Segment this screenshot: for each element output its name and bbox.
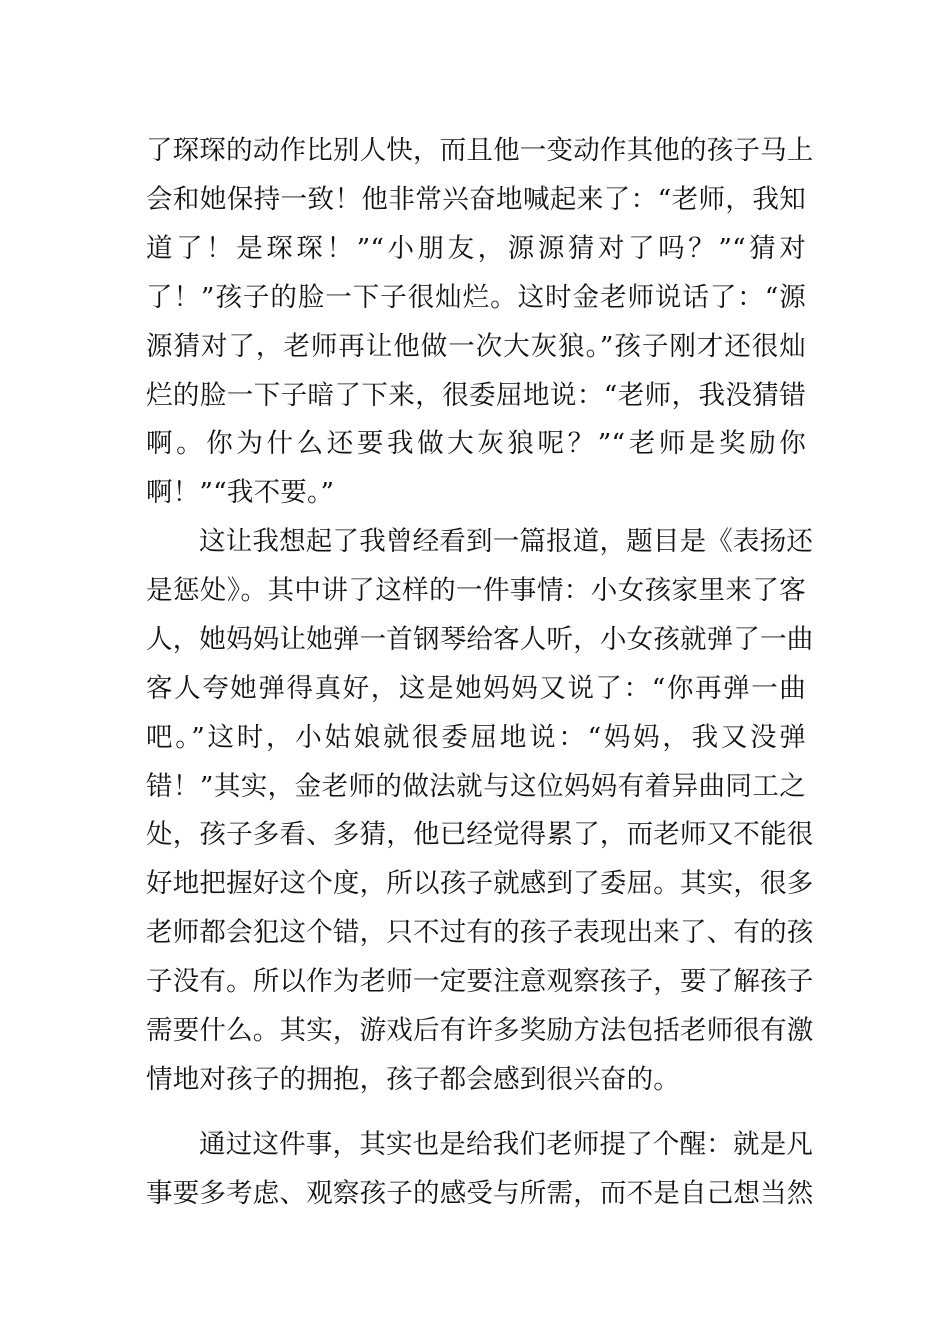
paragraph-line: 错！”其实，金老师的做法就与这位妈妈有着异曲同工之 [146, 770, 806, 802]
paragraph-line: 事要多考虑、观察孩子的感受与所需，而不是自己想当然 [146, 1177, 814, 1209]
paragraph-line: 是惩处》。其中讲了这样的一件事情：小女孩家里来了客 [146, 574, 806, 606]
paragraph-line: 情地对孩子的拥抱，孩子都会感到很兴奋的。 [146, 1063, 680, 1095]
paragraph-line: 了！”孩子的脸一下子很灿烂。这时金老师说话了：“源 [146, 281, 806, 313]
paragraph-line: 会和她保持一致！他非常兴奋地喊起来了：“老师，我知 [146, 183, 806, 215]
paragraph-line: 这让我想起了我曾经看到一篇报道，题目是《表扬还 [199, 526, 814, 557]
paragraph-line: 子没有。所以作为老师一定要注意观察孩子，要了解孩子 [146, 966, 814, 998]
paragraph-line: 处，孩子多看、多猜，他已经觉得累了，而老师又不能很 [146, 819, 814, 851]
paragraph-line: 啊！”“我不要。” [146, 477, 335, 509]
paragraph-line: 道了！是琛琛！”“小朋友，源源猜对了吗？”“猜对 [146, 232, 806, 264]
paragraph-line: 老师都会犯这个错，只不过有的孩子表现出来了、有的孩 [146, 917, 814, 949]
paragraph-line: 人，她妈妈让她弹一首钢琴给客人听，小女孩就弹了一曲 [146, 623, 814, 655]
paragraph-line: 源猜对了，老师再让他做一次大灰狼。”孩子刚才还很灿 [146, 330, 806, 362]
paragraph-line: 了琛琛的动作比别人快，而且他一变动作其他的孩子马上 [146, 135, 814, 166]
paragraph-line: 客人夸她弹得真好，这是她妈妈又说了：“你再弹一曲 [146, 672, 806, 704]
paragraph-1 [146, 127, 814, 518]
paragraph-line: 吧。”这时，小姑娘就很委屈地说：“妈妈，我又没弹 [146, 721, 806, 753]
paragraph-line: 需要什么。其实，游戏后有许多奖励方法包括老师很有激 [146, 1015, 814, 1047]
paragraph-line: 啊。你为什么还要我做大灰狼呢？”“老师是奖励你 [146, 428, 806, 460]
paragraph-line: 好地把握好这个度，所以孩子就感到了委屈。其实，很多 [146, 868, 814, 900]
paragraph-line: 通过这件事，其实也是给我们老师提了个醒：就是凡 [199, 1129, 814, 1160]
paragraph-2 [146, 518, 814, 1105]
paragraph-3 [146, 1121, 814, 1219]
paragraph-line: 烂的脸一下子暗了下来，很委屈地说：“老师，我没猜错 [146, 379, 806, 411]
